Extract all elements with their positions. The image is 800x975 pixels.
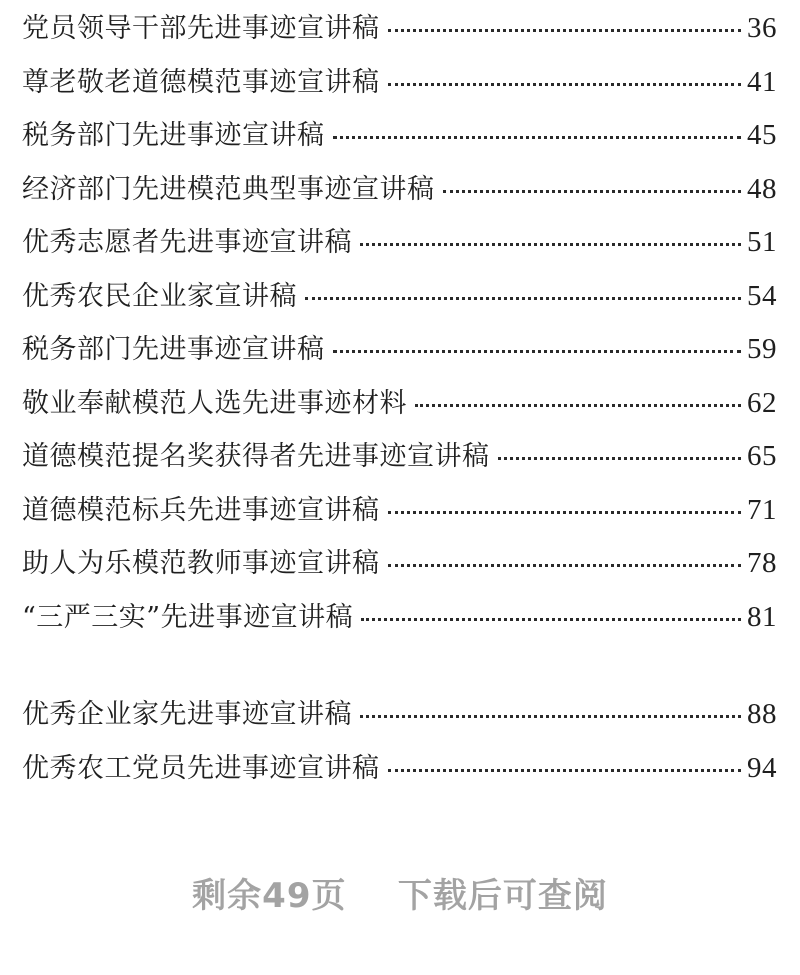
toc-entry-page: 65 xyxy=(747,440,777,472)
remaining-pages-text: 剩余49页 xyxy=(192,876,347,916)
toc-entry-page: 71 xyxy=(747,493,777,526)
toc-entry-title: 优秀志愿者先进事迹宣讲稿 xyxy=(22,227,352,258)
toc-entry-page: 41 xyxy=(747,65,777,98)
toc-dot-leader xyxy=(388,29,742,32)
toc-entry-title: 道德模范提名奖获得者先进事迹宣讲稿 xyxy=(22,441,490,472)
toc-entry[interactable] xyxy=(22,220,777,274)
toc-entry[interactable] xyxy=(22,6,777,60)
toc-entry-title: 税务部门先进事迹宣讲稿 xyxy=(22,334,325,365)
toc-entry-title: 敬业奉献模范人选先进事迹材料 xyxy=(22,387,407,419)
toc-entry[interactable] xyxy=(22,274,777,328)
toc-entry-page: 62 xyxy=(747,386,777,419)
toc-entry-title: 优秀农工党员先进事迹宣讲稿 xyxy=(22,752,380,784)
table-of-contents xyxy=(22,6,777,799)
toc-entry-page: 36 xyxy=(747,12,777,44)
toc-entry-page: 88 xyxy=(747,698,777,730)
toc-dot-leader xyxy=(305,297,741,300)
toc-dot-leader xyxy=(388,511,742,514)
toc-entry-title: “三严三实”先进事迹宣讲稿 xyxy=(22,601,354,633)
toc-dot-leader xyxy=(333,350,742,353)
toc-entry[interactable] xyxy=(22,488,777,542)
toc-entry-page: 51 xyxy=(747,226,777,258)
toc-entry-page: 54 xyxy=(747,279,777,312)
toc-entry[interactable] xyxy=(22,434,777,488)
toc-entry-page: 45 xyxy=(747,119,777,151)
toc-dot-leader xyxy=(498,457,742,460)
toc-entry[interactable] xyxy=(22,541,777,595)
toc-entry[interactable] xyxy=(22,167,777,221)
toc-entry[interactable] xyxy=(22,381,777,435)
toc-dot-leader xyxy=(360,715,741,718)
toc-entry-page: 48 xyxy=(747,172,777,205)
toc-entry-page: 81 xyxy=(747,600,777,633)
toc-entry-page: 78 xyxy=(747,547,777,579)
download-to-view-text: 下载后可查阅 xyxy=(397,876,608,916)
toc-dot-leader xyxy=(361,618,741,621)
toc-entry[interactable] xyxy=(22,692,777,746)
toc-entry-title: 税务部门先进事迹宣讲稿 xyxy=(22,120,325,151)
toc-dot-leader xyxy=(443,190,742,193)
toc-entry-title: 助人为乐模范教师事迹宣讲稿 xyxy=(22,548,380,579)
toc-dot-leader xyxy=(360,243,741,246)
toc-entry[interactable] xyxy=(22,60,777,114)
toc-dot-leader xyxy=(388,769,742,772)
toc-dot-leader xyxy=(415,404,741,407)
toc-dot-leader xyxy=(388,564,742,567)
toc-entry[interactable] xyxy=(22,595,777,649)
toc-entry-title: 党员领导干部先进事迹宣讲稿 xyxy=(22,13,380,44)
toc-entry-page: 94 xyxy=(747,751,777,784)
toc-entry-title: 优秀企业家先进事迹宣讲稿 xyxy=(22,699,352,730)
toc-dot-leader xyxy=(388,83,742,86)
toc-entry-title: 尊老敬老道德模范事迹宣讲稿 xyxy=(22,66,380,98)
toc-entry-page: 59 xyxy=(747,333,777,365)
toc-entry-title: 道德模范标兵先进事迹宣讲稿 xyxy=(22,494,380,526)
toc-dot-leader xyxy=(333,136,742,139)
toc-entry[interactable] xyxy=(22,746,777,800)
toc-entry-title: 经济部门先进模范典型事迹宣讲稿 xyxy=(22,173,435,205)
remaining-pages-notice xyxy=(0,868,800,917)
toc-entry-title: 优秀农民企业家宣讲稿 xyxy=(22,280,297,312)
toc-entry[interactable] xyxy=(22,327,777,381)
toc-entry[interactable] xyxy=(22,113,777,167)
